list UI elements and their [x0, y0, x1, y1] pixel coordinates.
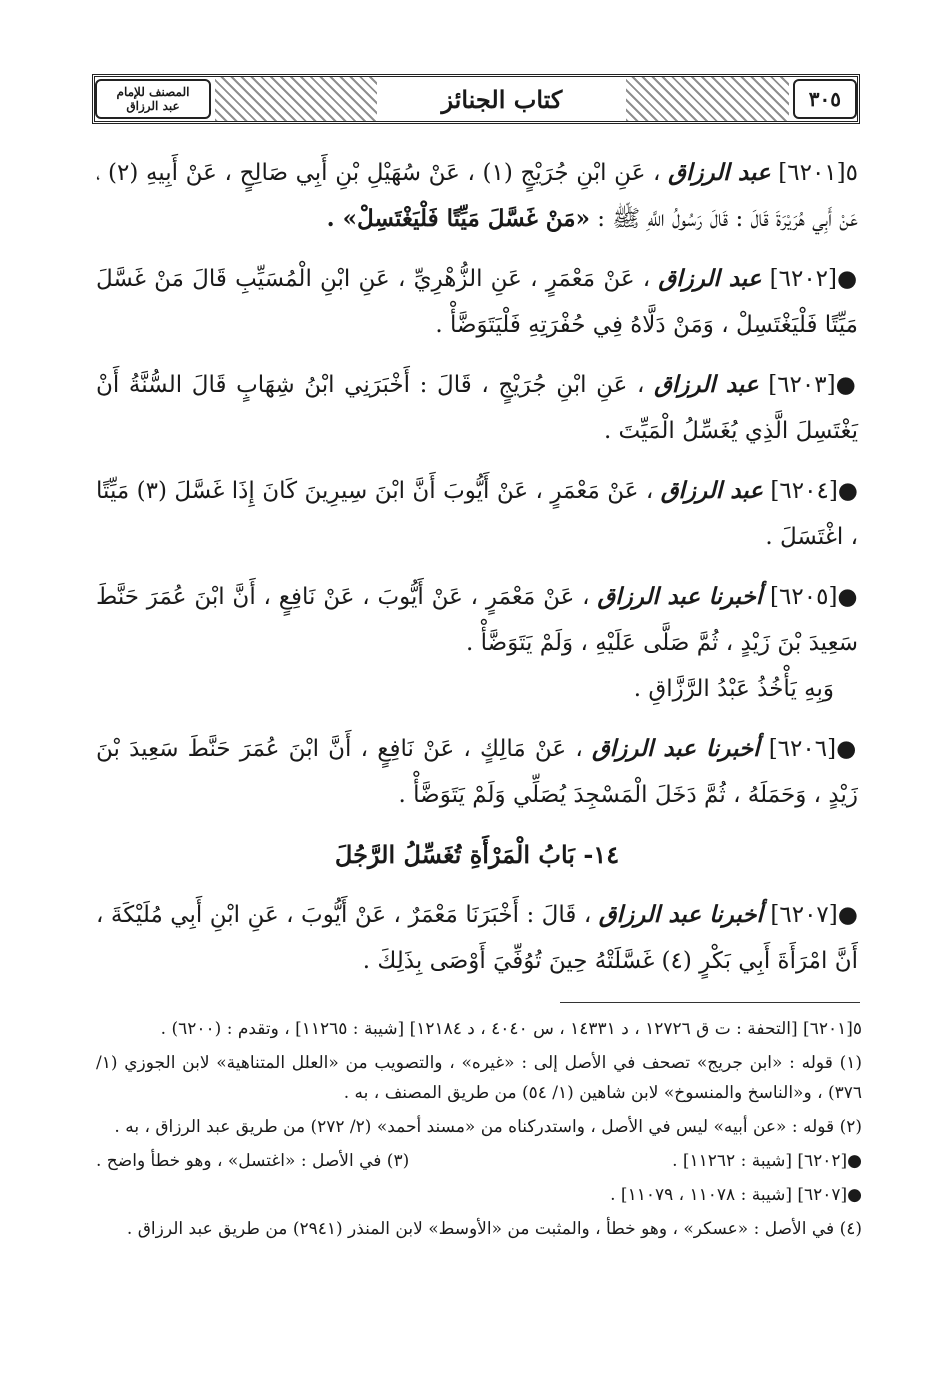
book-logo: المصنف للإمام عبد الرزاق	[95, 79, 211, 119]
entry-number: [٦٢٠٢]	[769, 266, 838, 292]
note-text: وَبِهِ يَأْخُذُ عَبْدُ الرَّزَّاقِ .	[633, 676, 834, 702]
book-title: كتاب الجنائز	[381, 81, 622, 117]
entry-text: ، قَالَ : أَخْبَرَنَا مَعْمَرٌ ، عَنْ أَيُّوبَ ، عَنِ ابْنِ أَبِي مُلَيْكَةَ ، أَنَّ امْرَأَةَ أَبِي بَكْرٍ (٤) غَسَّلَتْهُ حِينَ تُوُفِّيَ أَوْصَى بِذَلِكَ .	[96, 902, 858, 974]
narrator: أخبرنا عبد الرزاق	[598, 901, 763, 928]
entry-6206	[96, 726, 858, 818]
footnote-6201: ٥[٦٢٠١] [التحفة : ت ق ١٢٧٢٦ ، د ١٤٣٣١ ، س ٤٠٤٠ ، د ١٢١٨٤] [شيبة : ١١٢٦٥] ، وتقدم : (٦٢٠٠) .	[160, 1019, 862, 1039]
entry-text: ، عَنْ مَعْمَرٍ ، عَنِ الزُّهْرِيِّ ، عَنِ ابْنِ الْمُسَيِّبِ قَالَ مَنْ غَسَّلَ مَيِّتًا فَلْيَغْتَسِلْ ، وَمَنْ دَلَّاهُ فِي حُفْرَتِهِ فَلْيَتَوَضَّأْ .	[96, 266, 858, 338]
narrator: أخبرنا عبد الرزاق	[597, 583, 763, 610]
entry-marker: ●	[836, 735, 859, 762]
footnote-divider	[560, 1002, 860, 1003]
entry-6202	[96, 256, 858, 348]
entry-text: ، عَنِ ابْنِ جُرَيْجٍ (١) ، عَنْ سُهَيْلِ بْنِ أَبِي صَالِحٍ ، عَنْ أَبِيهِ (٢) ، عَنْ أَبِي هُرَيْرَةَ قَالَ : قَالَ رَسُولُ اللَّهِ ﷺ :	[96, 160, 858, 232]
entry-marker: ●	[837, 265, 858, 292]
entry-number: [٦٢٠٤]	[770, 478, 838, 504]
entry-text: ، عَنِ ابْنِ جُرَيْجٍ ، قَالَ : أَخْبَرَنِي ابْنُ شِهَابٍ قَالَ السُّنَّةُ أَنْ يَغْتَسِلَ الَّذِي يُغَسِّلُ الْمَيِّتَ .	[96, 372, 858, 444]
footnote-row	[96, 1146, 862, 1176]
chapter-heading: ١٤- بَابُ الْمَرْأَةِ تُغَسِّلُ الرَّجُلَ	[334, 840, 620, 869]
narrator: عبد الرزاق	[668, 159, 771, 186]
header-ornament-right	[215, 77, 377, 121]
footnote-2: (٢) قوله : «عن أبيه» ليس في الأصل ، واستدركناه من «مسند أحمد» (٢/ ٢٧٢) من طريق عبد الرزاق ، به .	[114, 1117, 862, 1137]
entry-6203	[96, 362, 858, 454]
page-header	[92, 74, 860, 124]
entry-6201	[96, 150, 858, 242]
entry-6205	[96, 574, 858, 666]
page-number: ٣٠٥	[793, 79, 857, 119]
footnote-6207: ●[٦٢٠٧] [شيبة : ١١٠٧٨ ، ١١٠٧٩] .	[610, 1185, 862, 1205]
entry-marker: ●	[837, 583, 858, 610]
note-line	[96, 666, 858, 712]
narrator: عبد الرزاق	[660, 477, 763, 504]
entry-text: ، عَنْ مَعْمَرٍ ، عَنْ أَيُّوبَ ، عَنْ نَافِعٍ ، أَنَّ ابْنَ عُمَرَ حَنَّطَ سَعِيدَ بْنَ زَيْدٍ ، ثُمَّ صَلَّى عَلَيْهِ ، وَلَمْ يَتَوَضَّأْ .	[96, 584, 858, 656]
entry-number: [٦٢٠٦]	[768, 736, 837, 762]
header-ornament-left	[626, 77, 788, 121]
narrator: عبد الرزاق	[654, 371, 759, 398]
entry-text: ، عَنْ مَالِكٍ ، عَنْ نَافِعٍ ، أَنَّ ابْنَ عُمَرَ حَنَّطَ سَعِيدَ بْنَ زَيْدٍ ، وَحَمَلَهُ ، ثُمَّ دَخَلَ الْمَسْجِدَ يُصَلِّي وَلَمْ يَتَوَضَّأْ .	[96, 736, 858, 808]
footnotes	[96, 1014, 862, 1248]
entry-6207	[96, 892, 858, 984]
entry-number: [٦٢٠٥]	[770, 584, 838, 610]
entry-text: ، عَنْ مَعْمَرٍ ، عَنْ أَيُّوبَ أَنَّ ابْنَ سِيرِينَ كَانَ إِذَا غَسَّلَ (٣) مَيِّتًا ، اغْتَسَلَ .	[96, 478, 858, 550]
hadith-text: «مَنْ غَسَّلَ مَيِّتًا فَلْيَغْتَسِلْ» .	[326, 205, 590, 232]
footnote-4: (٤) في الأصل : «عسكر» ، وهو خطأ ، والمثبت من «الأوسط» لابن المنذر (٢٩٤١) من طريق عبد الرزاق .	[126, 1219, 862, 1239]
footnote-6202: ●[٦٢٠٢] [شيبة : ١١٢٦٢] .	[672, 1151, 862, 1171]
narrator: أخبرنا عبد الرزاق	[591, 735, 760, 762]
footnote-3: (٣) في الأصل : «اغتسل» ، وهو خطأ واضح .	[96, 1151, 410, 1171]
entry-number: [٦٢٠١]	[778, 160, 846, 186]
footnote-1: (١) قوله : «ابن جريج» تصحف في الأصل إلى : «غيره» ، والتصويب من «العلل المتناهية» لابن الجوزي (١/ ٣٧٦) ، و«الناسخ والمنسوخ» لابن شاهين (١/ ٥٤) من طريق المصنف ، به .	[96, 1053, 862, 1103]
entry-marker: ●	[835, 371, 858, 398]
main-text	[96, 150, 858, 998]
entry-marker: ●	[837, 901, 859, 928]
entry-marker: ٥	[845, 160, 858, 186]
entry-number: [٦٢٠٧]	[770, 902, 838, 928]
entry-number: [٦٢٠٣]	[768, 372, 836, 398]
entry-marker: ●	[837, 477, 858, 504]
entry-6204	[96, 468, 858, 560]
narrator: عبد الرزاق	[658, 265, 762, 292]
